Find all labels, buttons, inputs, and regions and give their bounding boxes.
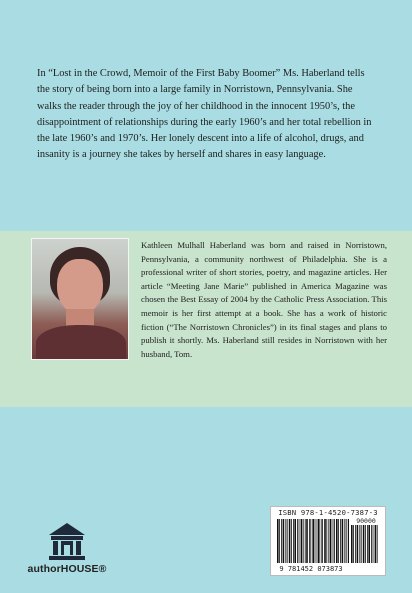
publisher-name: authorHOUSE® — [27, 563, 107, 575]
barcode-bar — [353, 525, 354, 563]
back-cover-blurb: In “Lost in the Crowd, Memoir of the First Baby Boomer” Ms. Haberland tells the story of being born into a large family in Norristown, Pennsylvania. She walks the reader through the joy of her childhood in the innocent 1950’s, the disappointment of relationships during the early 1960’s and her total rebellion in the late 1960’s and 1970’s. Her lonely descent into a life of alcohol, drugs, and insanity is a journey she takes by herself and shares in easy language. — [37, 68, 372, 161]
barcode-bar — [336, 519, 338, 563]
barcode-bar — [326, 519, 327, 563]
author-bio: Kathleen Mulhall Haberland was born and raised in Norristown, Pennsylvania, a community northwest of Philadelphia. She is a professional writer of short stories, poetry, and magazine articles. Her article “Meeting Jane Marie” published in America Magazine was chosen the Best Essay of 2004 by the Catholic Press Association. This memoir is her first attempt at a book. She has a work of historic fiction (“The Norristown Chronicles”) in its final stages and plans to publish it shortly. Ms. Haberland still resides in Norristown with her husband, Tom. — [141, 240, 387, 359]
barcode-bar — [297, 519, 298, 563]
barcode-bar — [344, 519, 345, 563]
barcode-bar — [317, 519, 318, 563]
barcode-bar — [305, 519, 306, 563]
barcode-bar — [324, 519, 326, 563]
barcode-bar — [359, 525, 360, 563]
barcode-bar — [373, 525, 374, 563]
barcode-bar — [277, 519, 279, 563]
barcode-bar — [279, 519, 280, 563]
barcode-addon-bars — [351, 525, 379, 565]
barcode-bar — [340, 519, 341, 563]
barcode-bar — [291, 519, 292, 563]
barcode-bar — [357, 525, 359, 563]
barcode-bar — [375, 525, 377, 563]
barcode-bar — [299, 519, 300, 563]
barcode-bar — [294, 519, 296, 563]
isbn-barcode — [270, 506, 386, 576]
price-code: 90000 — [356, 517, 376, 525]
barcode-main-bars — [277, 519, 349, 565]
barcode-bar — [355, 525, 356, 563]
barcode-bar — [310, 519, 311, 563]
barcode-bar — [342, 519, 344, 563]
barcode-bar — [289, 519, 291, 563]
barcode-bar — [367, 525, 368, 563]
barcode-bar — [309, 519, 310, 563]
publisher-house-icon — [47, 521, 87, 561]
barcode-bar — [322, 519, 323, 563]
barcode-bar — [318, 519, 320, 563]
barcode-bar — [293, 519, 294, 563]
barcode-bar — [303, 519, 304, 563]
author-photo — [31, 238, 129, 360]
barcode-bar — [371, 525, 372, 563]
barcode-bar — [334, 519, 335, 563]
barcode-number: 9 781452 073873 — [279, 565, 343, 573]
barcode-bar — [346, 519, 347, 563]
barcode-bar — [363, 525, 365, 563]
photo-body — [36, 325, 126, 360]
barcode-bar — [330, 519, 332, 563]
barcode-bar — [377, 525, 378, 563]
barcode-bar — [333, 519, 334, 563]
barcode-bar — [281, 519, 282, 563]
barcode-bar — [283, 519, 285, 563]
barcode-bar — [365, 525, 366, 563]
barcode-bar — [312, 519, 314, 563]
barcode-bar — [315, 519, 316, 563]
barcode-bar — [321, 519, 322, 563]
barcode-bar — [328, 519, 329, 563]
barcode-bar — [306, 519, 308, 563]
barcode-bar — [285, 519, 286, 563]
isbn-label: ISBN 978-1-4520-7387-3 — [278, 508, 378, 517]
barcode-bar — [338, 519, 339, 563]
photo-face — [57, 259, 103, 315]
barcode-bar — [287, 519, 288, 563]
barcode-bar — [351, 525, 353, 563]
barcode-bar — [368, 525, 370, 563]
barcode-bar — [361, 525, 362, 563]
publisher-logo — [24, 521, 110, 587]
barcode-bar — [348, 519, 349, 563]
barcode-bar — [301, 519, 303, 563]
